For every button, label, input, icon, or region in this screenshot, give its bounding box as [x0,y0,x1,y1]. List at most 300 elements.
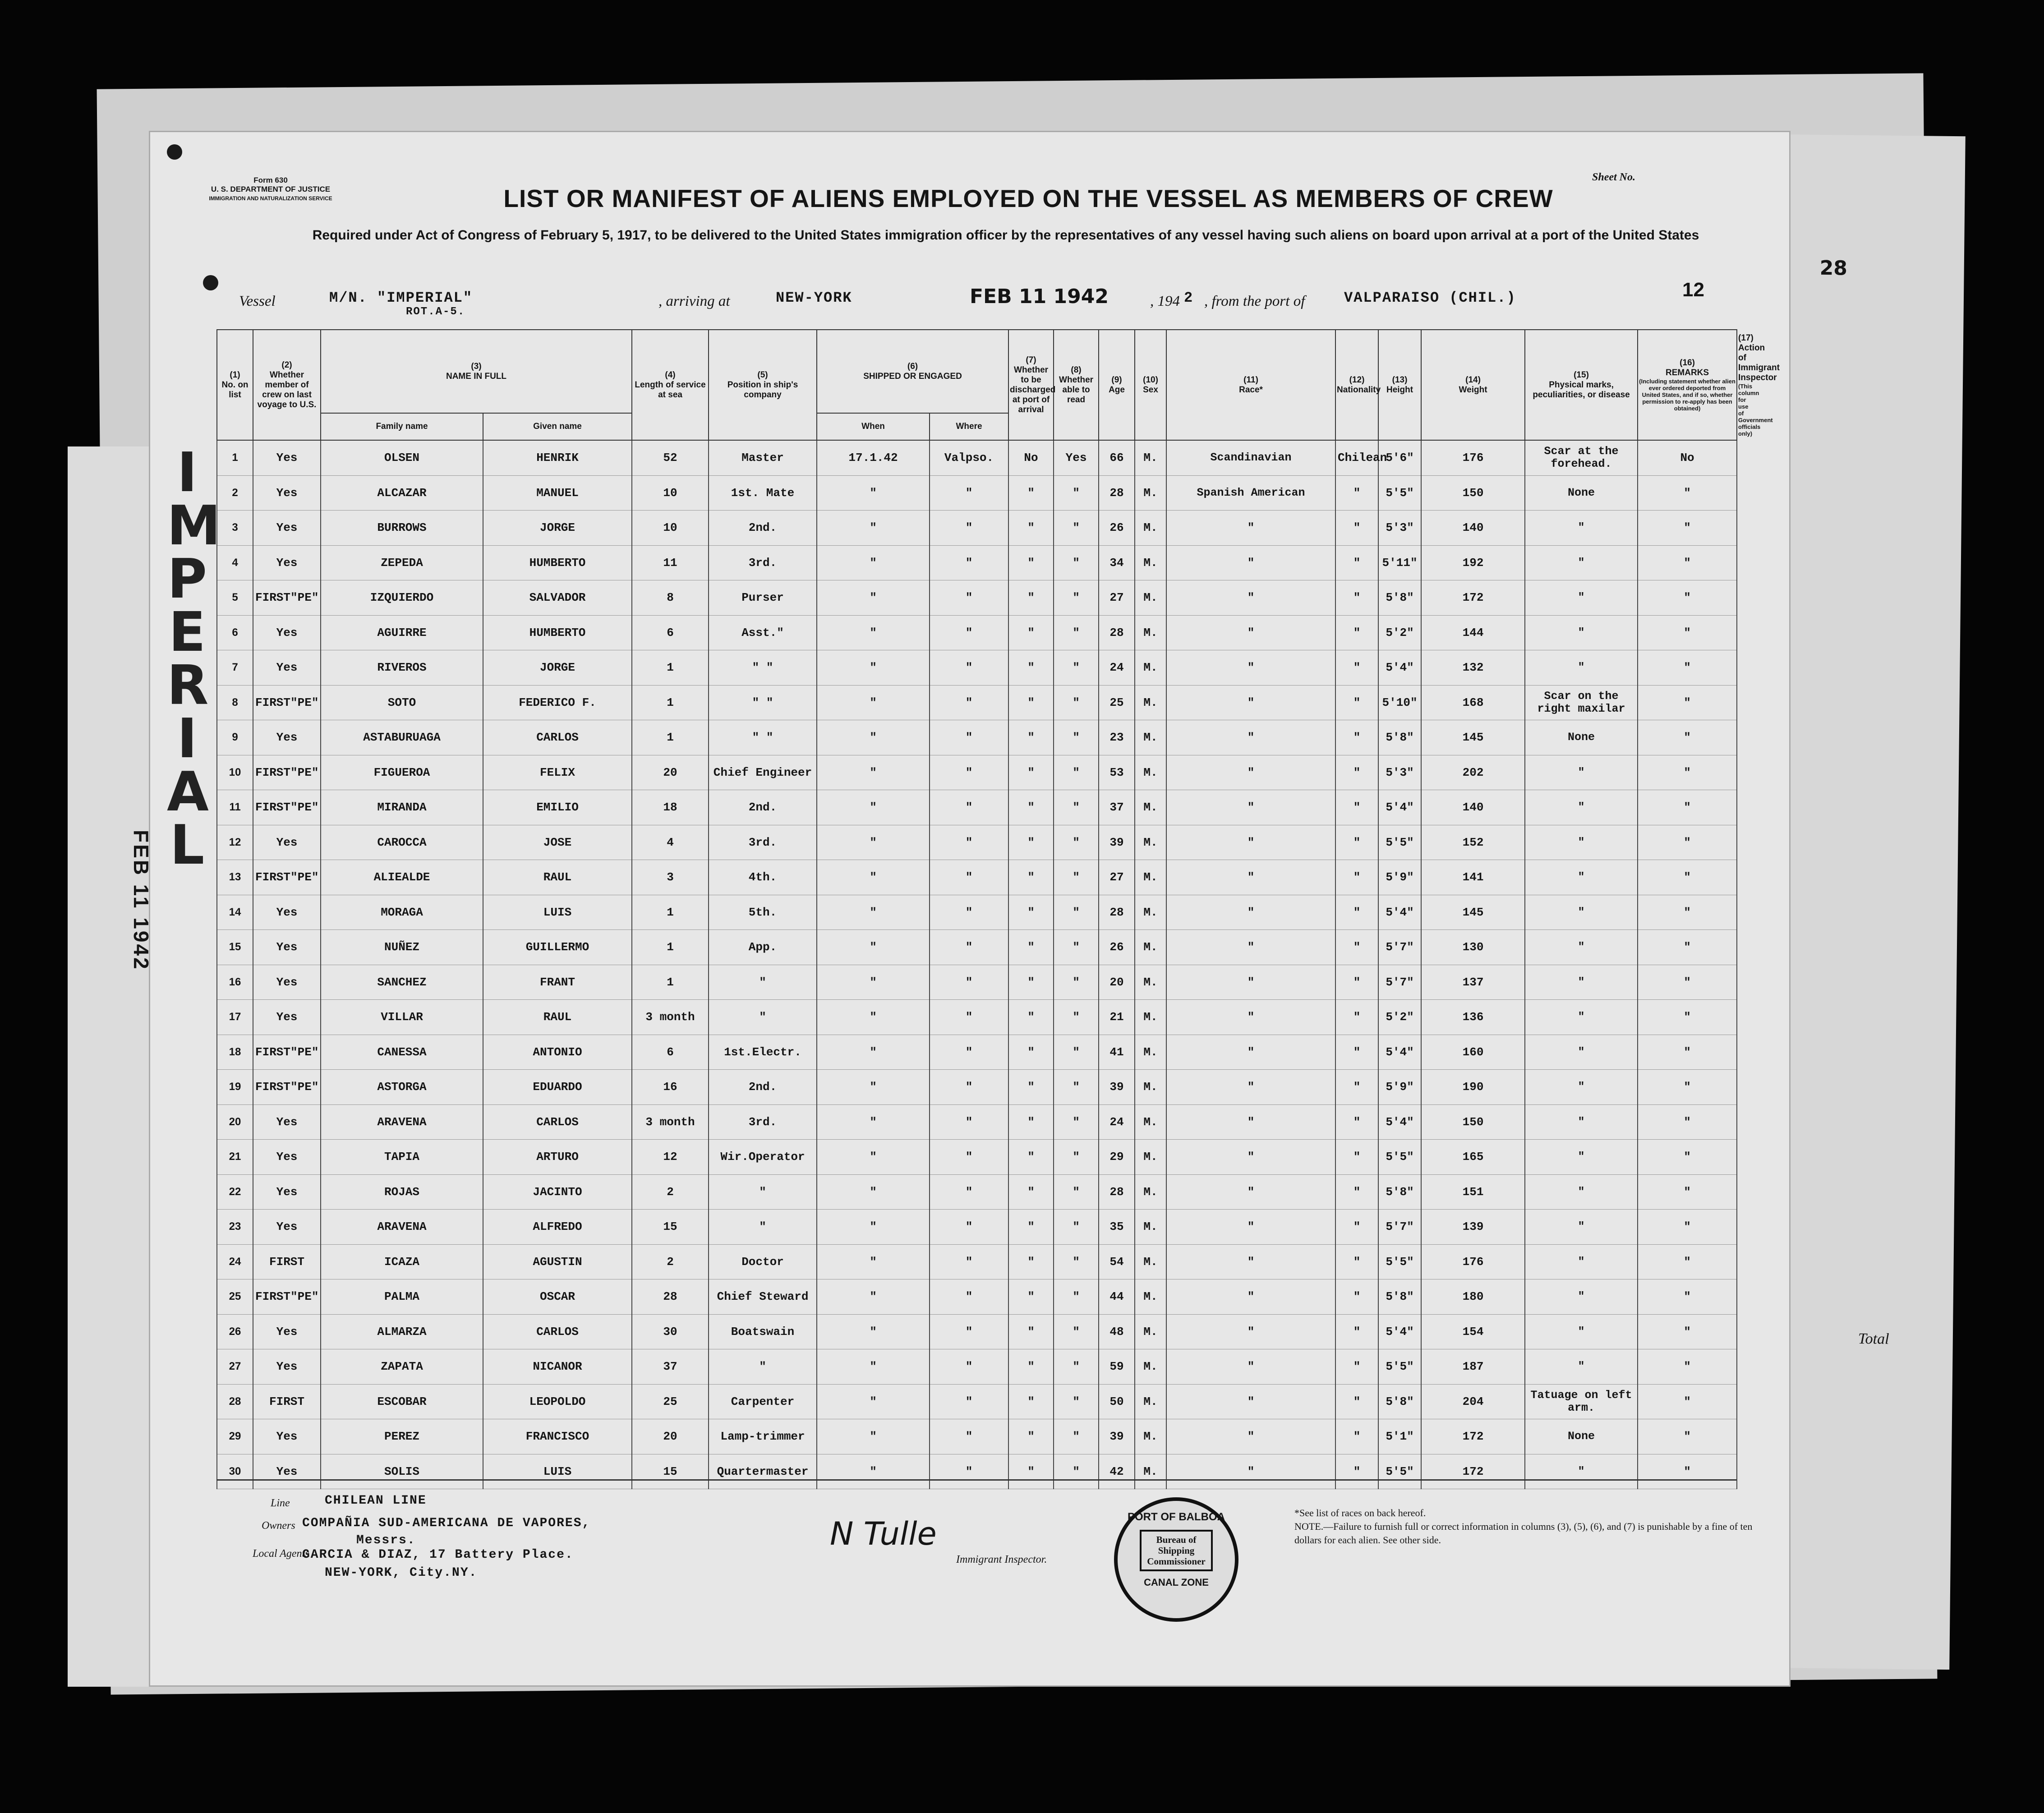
cell-family: CAROCCA [321,825,483,860]
cell-marks: " [1525,755,1638,790]
cell-when: " [817,1349,930,1385]
document-subtitle: Required under Act of Congress of February 5, 1917, to be delivered to the United States immigration officer by the representatives of any vessel having such aliens on board upon arrival at a port of the United States [312,228,1699,243]
table-row [217,1000,1737,1035]
table-row [217,1070,1737,1105]
cell-age: 27 [1099,580,1135,616]
cell-prev: Yes [253,825,321,860]
cell-where: " [930,650,1008,686]
cell-read: " [1054,1104,1099,1140]
cell-nationality: " [1335,1454,1378,1489]
cell-when: " [817,1210,930,1245]
cell-race: " [1166,1035,1335,1070]
cell-remarks: " [1638,860,1737,895]
cell-service: 1 [632,895,709,930]
cell-service: 25 [632,1384,709,1419]
cell-service: 16 [632,1070,709,1105]
table-row [217,755,1737,790]
cell-when: " [817,755,930,790]
cell-race: " [1166,1174,1335,1210]
cell-given: FRANCISCO [483,1419,632,1454]
cell-discharged: " [1008,1210,1054,1245]
cell-position: 1st.Electr. [709,1035,817,1070]
agents-label: Local Agents [253,1548,309,1560]
cell-no: 24 [217,1244,253,1279]
table-row [217,615,1737,650]
cell-service: 10 [632,511,709,546]
table-row [217,1419,1737,1454]
cell-given: GUILLERMO [483,930,632,965]
cell-read: " [1054,1140,1099,1175]
cell-discharged: " [1008,580,1054,616]
cell-nationality: " [1335,475,1378,511]
cell-no: 30 [217,1454,253,1489]
line-value: CHILEAN LINE [325,1494,427,1508]
cell-marks: Scar on the right maxilar [1525,685,1638,720]
cell-height: 5'2" [1378,615,1421,650]
cell-discharged: " [1008,1000,1054,1035]
cell-given: MANUEL [483,475,632,511]
cell-where: " [930,1000,1008,1035]
cell-nationality: " [1335,930,1378,965]
cell-nationality: " [1335,860,1378,895]
cell-sex: M. [1135,1244,1166,1279]
cell-age: 42 [1099,1454,1135,1489]
cell-discharged: No [1008,440,1054,475]
cell-discharged: " [1008,1279,1054,1315]
cell-no: 4 [217,545,253,580]
cell-marks: " [1525,825,1638,860]
cell-position: 3rd. [709,825,817,860]
cell-given: CARLOS [483,1314,632,1349]
table-row [217,440,1737,475]
cell-height: 5'3" [1378,755,1421,790]
cell-position: " [709,1210,817,1245]
cell-read: " [1054,1314,1099,1349]
cell-age: 50 [1099,1384,1135,1419]
cell-sex: M. [1135,720,1166,755]
cell-when: " [817,580,930,616]
cell-discharged: " [1008,475,1054,511]
cell-nationality: " [1335,1104,1378,1140]
cell-when: " [817,895,930,930]
cell-height: 5'5" [1378,825,1421,860]
side-date-stamp: FEB 11 1942 [129,830,153,971]
col-header-family-name: Family name [321,413,483,440]
cell-race: " [1166,580,1335,616]
cell-remarks: " [1638,1000,1737,1035]
col-header-position: (5) Position in ship's company [709,330,817,440]
table-row [217,1454,1737,1489]
port-of-balboa-seal [1114,1497,1238,1622]
cell-marks: " [1525,1210,1638,1245]
cell-service: 6 [632,615,709,650]
table-row [217,1244,1737,1279]
imperial-letters: IMPERIAL [167,442,221,877]
cell-height: 5'8" [1378,720,1421,755]
cell-marks: " [1525,1279,1638,1315]
cell-prev: Yes [253,1314,321,1349]
cell-age: 66 [1099,440,1135,475]
cell-marks: None [1525,475,1638,511]
form-number: Form 630 [253,176,288,184]
col-header-previous-voyage: (2) Whether member of crew on last voyage to U.S. [253,330,321,440]
cell-marks: " [1525,895,1638,930]
cell-when: " [817,1174,930,1210]
cell-race: " [1166,685,1335,720]
cell-height: 5'5" [1378,1454,1421,1489]
cell-prev: Yes [253,965,321,1000]
side-page-number: 28 [1819,256,1848,280]
cell-read: " [1054,580,1099,616]
cell-read: " [1054,1174,1099,1210]
cell-position: " [709,965,817,1000]
cell-when: " [817,1104,930,1140]
cell-race: Spanish American [1166,475,1335,511]
cell-sex: M. [1135,1035,1166,1070]
cell-discharged: " [1008,1384,1054,1419]
cell-sex: M. [1135,580,1166,616]
cell-position: " [709,1000,817,1035]
cell-height: 5'5" [1378,1140,1421,1175]
cell-age: 25 [1099,685,1135,720]
cell-height: 5'4" [1378,1314,1421,1349]
cell-nationality: " [1335,720,1378,755]
cell-position: Asst." [709,615,817,650]
cell-discharged: " [1008,1314,1054,1349]
cell-height: 5'7" [1378,1210,1421,1245]
cell-discharged: " [1008,1454,1054,1489]
cell-height: 5'8" [1378,1279,1421,1315]
cell-remarks: " [1638,615,1737,650]
cell-discharged: " [1008,1244,1054,1279]
cell-no: 11 [217,790,253,825]
table-row [217,965,1737,1000]
cell-where: " [930,1384,1008,1419]
col-header-where: Where [930,413,1008,440]
cell-where: " [930,475,1008,511]
col-header-nationality: (12) Nationality [1335,330,1378,440]
cell-nationality: " [1335,1070,1378,1105]
cell-race: " [1166,860,1335,895]
cell-position: " [709,1174,817,1210]
cell-race: " [1166,1314,1335,1349]
cell-race: " [1166,1000,1335,1035]
cell-discharged: " [1008,930,1054,965]
cell-position: 3rd. [709,1104,817,1140]
cell-prev: FIRST"PE" [253,1279,321,1315]
cell-family: NUÑEZ [321,930,483,965]
cell-remarks: " [1638,1210,1737,1245]
arriving-label: , arriving at [658,293,730,309]
cell-weight: 150 [1421,1104,1525,1140]
cell-remarks: " [1638,720,1737,755]
cell-age: 34 [1099,545,1135,580]
cell-nationality: " [1335,895,1378,930]
cell-read: " [1054,1349,1099,1385]
from-port: VALPARAISO (CHIL.) [1344,290,1516,306]
cell-remarks: " [1638,1419,1737,1454]
cell-nationality: " [1335,580,1378,616]
cell-when: " [817,1000,930,1035]
cell-prev: Yes [253,930,321,965]
seal-bottom-text: CANAL ZONE [1144,1577,1209,1588]
cell-given: ALFREDO [483,1210,632,1245]
cell-weight: 151 [1421,1174,1525,1210]
table-row [217,1035,1737,1070]
cell-age: 39 [1099,1070,1135,1105]
cell-service: 28 [632,1279,709,1315]
cell-marks: " [1525,545,1638,580]
cell-read: " [1054,895,1099,930]
cell-when: " [817,1279,930,1315]
cell-discharged: " [1008,825,1054,860]
col-header-height: (13) Height [1378,330,1421,440]
col-header-given-name: Given name [483,413,632,440]
cell-weight: 204 [1421,1384,1525,1419]
cell-age: 24 [1099,1104,1135,1140]
table-row [217,475,1737,511]
cell-height: 5'4" [1378,895,1421,930]
cell-where: " [930,685,1008,720]
cell-read: " [1054,1279,1099,1315]
cell-nationality: " [1335,1384,1378,1419]
back-sheet-right [1760,134,1966,1670]
cell-service: 8 [632,580,709,616]
cell-position: 2nd. [709,511,817,546]
cell-where: " [930,895,1008,930]
cell-family: ALCAZAR [321,475,483,511]
cell-service: 52 [632,440,709,475]
cell-when: " [817,1314,930,1349]
penalty-note: NOTE.—Failure to furnish full or correct information in columns (3), (5), (6), and (7) is punishable by a fine of ten dollars for each alien. See other side. [1294,1521,1753,1546]
cell-nationality: " [1335,790,1378,825]
cell-position: Boatswain [709,1314,817,1349]
cell-age: 27 [1099,860,1135,895]
cell-age: 39 [1099,1419,1135,1454]
cell-nationality: Chilean [1335,440,1378,475]
cell-no: 1 [217,440,253,475]
from-label: , from the port of [1204,293,1305,309]
cell-read: " [1054,720,1099,755]
cell-weight: 145 [1421,720,1525,755]
cell-position: 5th. [709,895,817,930]
cell-service: 1 [632,650,709,686]
cell-race: " [1166,965,1335,1000]
cell-prev: Yes [253,895,321,930]
cell-race: " [1166,825,1335,860]
col-header-race: (11) Race* [1166,330,1335,440]
cell-marks: " [1525,860,1638,895]
cell-service: 4 [632,825,709,860]
table-row [217,1314,1737,1349]
cell-remarks: " [1638,1279,1737,1315]
cell-marks: " [1525,1035,1638,1070]
cell-sex: M. [1135,895,1166,930]
service: IMMIGRATION AND NATURALIZATION SERVICE [209,195,332,202]
cell-when: " [817,1070,930,1105]
cell-position: 2nd. [709,790,817,825]
cell-read: " [1054,1419,1099,1454]
cell-sex: M. [1135,1140,1166,1175]
cell-given: RAUL [483,1000,632,1035]
cell-weight: 190 [1421,1070,1525,1105]
cell-nationality: " [1335,1000,1378,1035]
cell-when: " [817,965,930,1000]
cell-race: " [1166,755,1335,790]
cell-age: 28 [1099,475,1135,511]
cell-discharged: " [1008,1035,1054,1070]
cell-height: 5'4" [1378,790,1421,825]
cell-given: OSCAR [483,1279,632,1315]
vessel-sub: ROT.A-5. [406,306,465,318]
cell-read: " [1054,1035,1099,1070]
cell-family: ZAPATA [321,1349,483,1385]
cell-height: 5'9" [1378,1070,1421,1105]
cell-where: " [930,1140,1008,1175]
cell-family: AGUIRRE [321,615,483,650]
cell-remarks: " [1638,790,1737,825]
table-row [217,1140,1737,1175]
cell-where: " [930,615,1008,650]
cell-read: " [1054,545,1099,580]
cell-position: Doctor [709,1244,817,1279]
footer-divider [216,1479,1736,1481]
cell-sex: M. [1135,1070,1166,1105]
cell-age: 44 [1099,1279,1135,1315]
cell-remarks: " [1638,965,1737,1000]
cell-when: " [817,1140,930,1175]
cell-family: OLSEN [321,440,483,475]
cell-marks: " [1525,930,1638,965]
cell-where: " [930,790,1008,825]
cell-service: 30 [632,1314,709,1349]
cell-sex: M. [1135,1210,1166,1245]
cell-when: " [817,1384,930,1419]
cell-prev: Yes [253,1349,321,1385]
agents-value-city: NEW-YORK, City.NY. [325,1566,478,1580]
cell-weight: 172 [1421,580,1525,616]
cell-family: VILLAR [321,1000,483,1035]
cell-age: 28 [1099,895,1135,930]
cell-no: 5 [217,580,253,616]
cell-race: " [1166,1140,1335,1175]
cell-read: " [1054,790,1099,825]
cell-marks: " [1525,615,1638,650]
cell-weight: 192 [1421,545,1525,580]
cell-remarks: " [1638,1174,1737,1210]
cell-discharged: " [1008,685,1054,720]
cell-given: JORGE [483,650,632,686]
cell-family: PEREZ [321,1419,483,1454]
cell-height: 5'9" [1378,860,1421,895]
cell-where: " [930,1314,1008,1349]
cell-no: 22 [217,1174,253,1210]
document-title: LIST OR MANIFEST OF ALIENS EMPLOYED ON THE VESSEL AS MEMBERS OF CREW [503,184,1553,212]
cell-family: ALIEALDE [321,860,483,895]
cell-family: SOLIS [321,1454,483,1489]
cell-nationality: " [1335,1349,1378,1385]
cell-age: 28 [1099,1174,1135,1210]
cell-position: 4th. [709,860,817,895]
cell-given: JORGE [483,511,632,546]
cell-read: " [1054,825,1099,860]
cell-nationality: " [1335,650,1378,686]
cell-nationality: " [1335,511,1378,546]
cell-remarks: " [1638,825,1737,860]
cell-weight: 132 [1421,650,1525,686]
cell-family: ESCOBAR [321,1384,483,1419]
cell-sex: M. [1135,650,1166,686]
department: U. S. DEPARTMENT OF JUSTICE [211,185,331,193]
cell-family: ASTORGA [321,1070,483,1105]
cell-race: " [1166,1384,1335,1419]
cell-position: 3rd. [709,545,817,580]
cell-race: " [1166,1349,1335,1385]
col-header-sex: (10) Sex [1135,330,1166,440]
cell-where: " [930,1210,1008,1245]
cell-given: CARLOS [483,720,632,755]
cell-race: " [1166,1244,1335,1279]
punch-hole [203,275,218,290]
table-row [217,580,1737,616]
cell-discharged: " [1008,755,1054,790]
cell-no: 19 [217,1070,253,1105]
cell-family: IZQUIERDO [321,580,483,616]
vessel-label: Vessel [239,293,276,309]
table-row [217,825,1737,860]
cell-where: " [930,1174,1008,1210]
cell-remarks: " [1638,755,1737,790]
cell-service: 1 [632,930,709,965]
cell-sex: M. [1135,1384,1166,1419]
arriving-port: NEW-YORK [776,290,852,306]
cell-marks: None [1525,1419,1638,1454]
cell-where: " [930,1070,1008,1105]
cell-nationality: " [1335,1140,1378,1175]
cell-weight: 172 [1421,1454,1525,1489]
cell-marks: " [1525,580,1638,616]
table-row [217,1384,1737,1419]
cell-discharged: " [1008,1419,1054,1454]
sheet-number-label: Sheet No. [1592,171,1635,183]
cell-discharged: " [1008,720,1054,755]
cell-weight: 140 [1421,511,1525,546]
cell-sex: M. [1135,511,1166,546]
cell-remarks: " [1638,1244,1737,1279]
cell-service: 6 [632,1035,709,1070]
cell-remarks: " [1638,1070,1737,1105]
cell-nationality: " [1335,1244,1378,1279]
cell-when: 17.1.42 [817,440,930,475]
cell-weight: 176 [1421,440,1525,475]
col-header-age: (9) Age [1099,330,1135,440]
cell-when: " [817,930,930,965]
cell-height: 5'3" [1378,511,1421,546]
cell-prev: FIRST"PE" [253,1070,321,1105]
cell-family: ARAVENA [321,1210,483,1245]
cell-height: 5'8" [1378,1174,1421,1210]
cell-race: " [1166,720,1335,755]
cell-when: " [817,511,930,546]
cell-height: 5'2" [1378,1000,1421,1035]
cell-weight: 172 [1421,1419,1525,1454]
cell-race: " [1166,1070,1335,1105]
cell-no: 25 [217,1279,253,1315]
cell-prev: FIRST [253,1244,321,1279]
cell-remarks: " [1638,580,1737,616]
cell-given: HUMBERTO [483,615,632,650]
cell-nationality: " [1335,1035,1378,1070]
